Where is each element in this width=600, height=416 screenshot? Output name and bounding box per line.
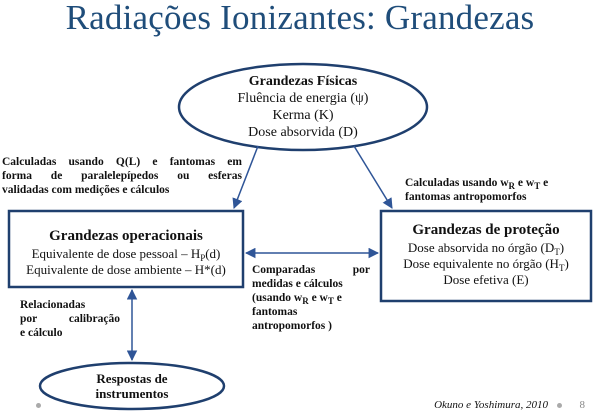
note-line — [252, 291, 370, 305]
note-line: validadas com medições e cálculos — [2, 184, 170, 196]
operational-item-personal-suffix: (d) — [205, 246, 221, 261]
note-line: e cálculo — [20, 327, 63, 339]
note-line: Calculadas usando Q(L) e fantomas em — [2, 156, 242, 168]
subscript: T — [534, 181, 541, 191]
note-related-calibration — [20, 298, 120, 340]
note-text: e w — [515, 177, 535, 189]
operational-item-personal — [12, 246, 240, 262]
note-line: antropomorfos ) — [252, 320, 332, 332]
subscript: T — [554, 247, 560, 257]
subscript: T — [327, 296, 334, 306]
instruments-line: instrumentos — [95, 386, 169, 401]
protection-item-equivalent — [383, 256, 589, 272]
note-line: medidas e cálculos — [252, 278, 343, 290]
protection-item-effective: Dose efetiva (E) — [443, 272, 529, 287]
protection-item-equivalent-label: Dose equivalente no órgão (H — [403, 256, 559, 271]
note-compared — [252, 263, 370, 333]
protection-item-absorbed-label: Dose absorvida no órgão (D — [407, 240, 555, 255]
physical-item: Kerma (K) — [272, 108, 334, 123]
protection-item-absorbed — [383, 240, 589, 256]
note-text: Calculadas usando w — [405, 177, 509, 189]
page-title: Radiações Ionizantes: Grandezas — [65, 0, 535, 37]
protection-quantities-heading: Grandezas de proteção — [412, 222, 560, 238]
note-line: por calibração — [20, 313, 120, 325]
physical-quantities-text — [183, 73, 423, 141]
subscript: T — [558, 263, 565, 273]
note-line: Relacionadas — [20, 299, 86, 311]
subscript: R — [302, 296, 309, 306]
note-text: e — [333, 292, 342, 304]
protection-quantities-text — [383, 220, 589, 288]
protection-item-equivalent-suffix: ) — [564, 256, 569, 271]
note-line: Comparadas por — [252, 264, 370, 276]
arrow-physical-to-protection — [354, 146, 392, 208]
operational-quantities-text — [12, 226, 240, 278]
note-line — [405, 176, 595, 190]
instruments-line: Respostas de — [96, 371, 168, 386]
note-text: (usando w — [252, 292, 303, 304]
slide-bullet-dot — [557, 403, 562, 408]
note-calculated-wr-wt — [405, 176, 595, 204]
note-line: fantomas antropomorfos — [405, 191, 527, 203]
citation: Okuno e Yoshimura, 2010 — [434, 399, 548, 411]
note-line: forma de paralelepípedos ou esferas — [2, 170, 242, 182]
physical-quantities-heading: Grandezas Físicas — [248, 74, 358, 89]
slide-bullet-dot — [36, 403, 41, 408]
instruments-text — [62, 371, 202, 401]
operational-item-personal-label: Equivalente de dose pessoal – H — [31, 246, 201, 261]
physical-item: Fluência de energia (ψ) — [237, 91, 369, 106]
physical-item: Dose absorvida (D) — [248, 125, 358, 140]
page-number: 8 — [579, 399, 585, 411]
protection-item-absorbed-suffix: ) — [559, 240, 565, 255]
subscript: P — [200, 253, 206, 263]
note-text: e — [540, 177, 549, 189]
note-line: fantomas — [252, 306, 298, 318]
operational-quantities-heading: Grandezas operacionais — [49, 228, 203, 244]
operational-item-ambient: Equivalente de dose ambiente – H*(d) — [26, 262, 226, 277]
subscript: R — [508, 181, 516, 191]
note-calculated-qL — [2, 155, 242, 197]
note-text: e w — [308, 292, 328, 304]
